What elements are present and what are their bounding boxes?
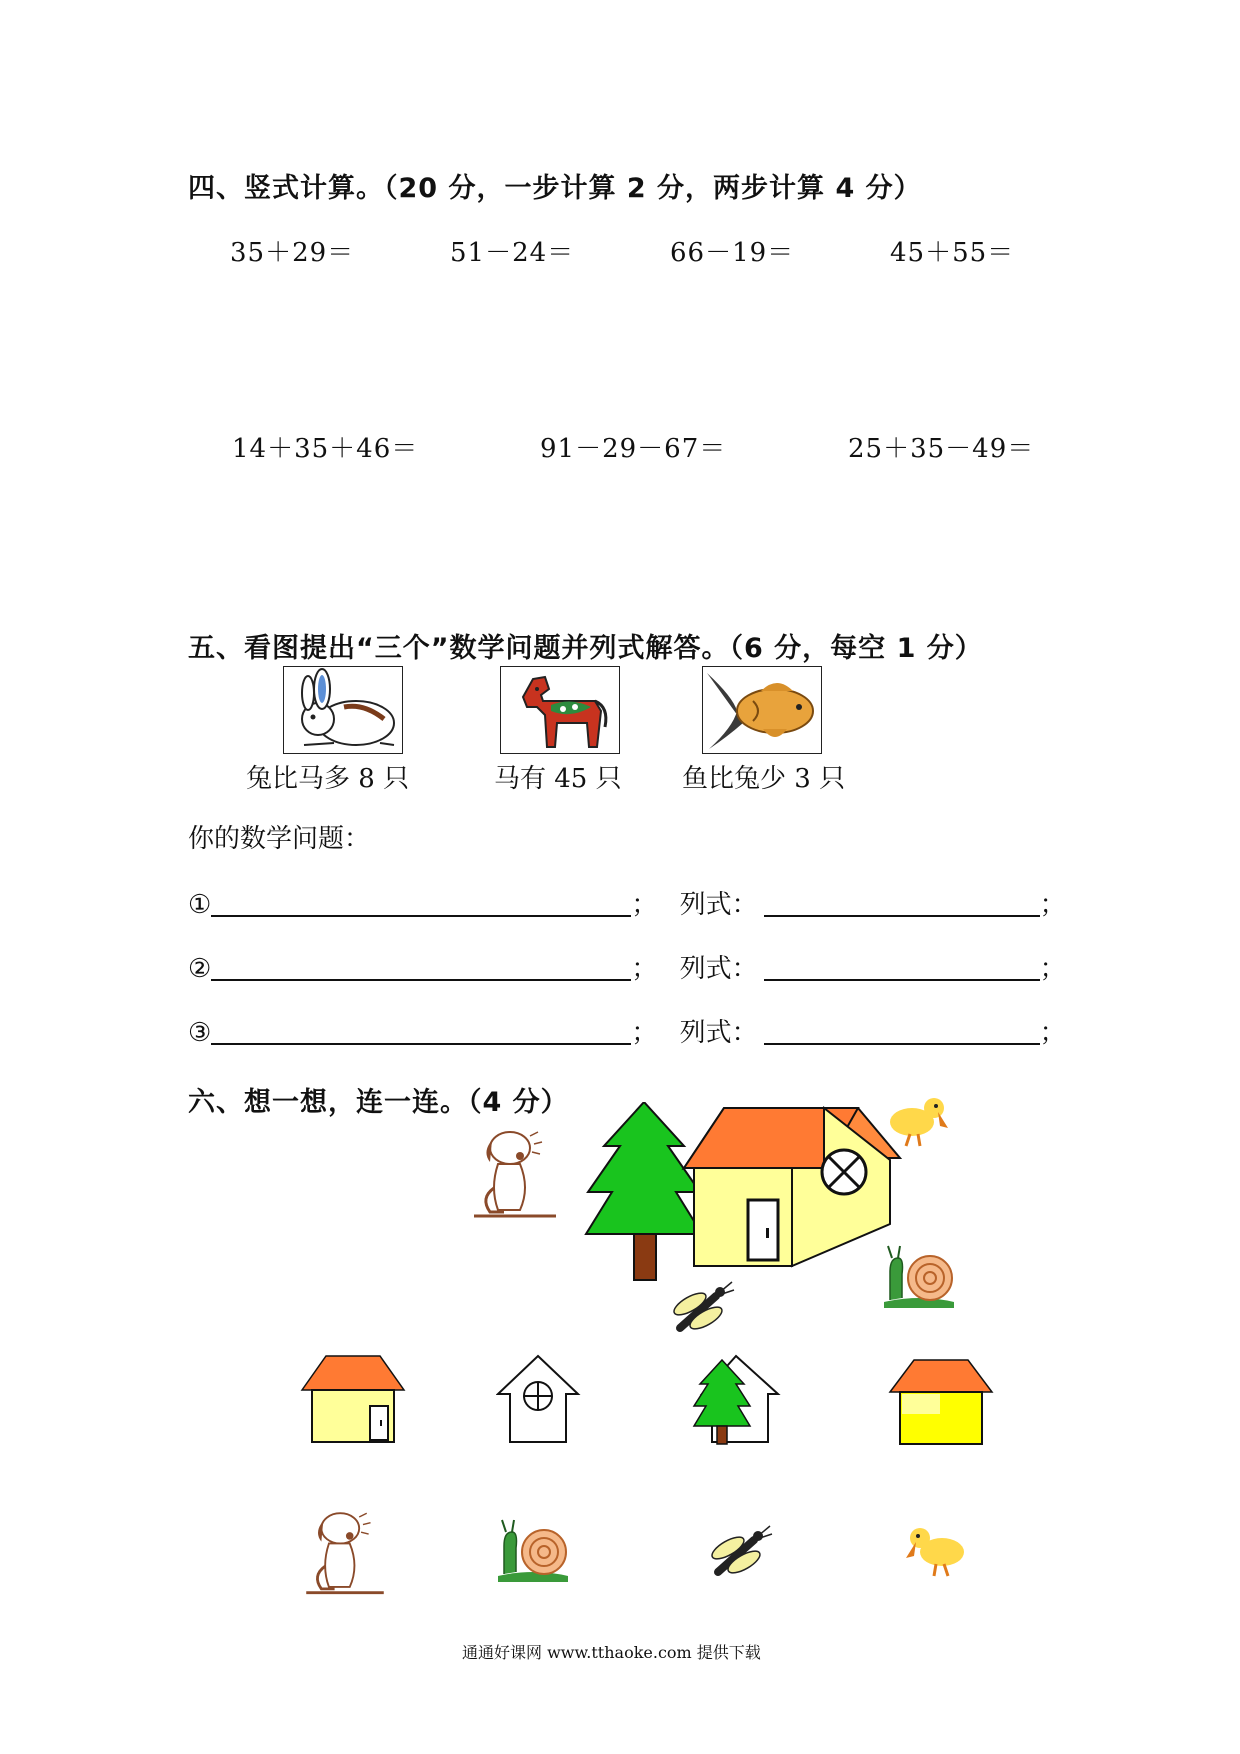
animal-fly[interactable] bbox=[704, 1522, 774, 1584]
animal-snail[interactable] bbox=[494, 1518, 574, 1584]
fly-icon bbox=[666, 1278, 736, 1340]
horse-caption: 马有 45 只 bbox=[494, 764, 622, 794]
goldfish-picture bbox=[702, 666, 822, 754]
question-2-row: ② ； 列式： ； bbox=[188, 954, 1066, 984]
problem-6: 91－29－67＝ bbox=[540, 434, 727, 464]
problem-5: 14＋35＋46＝ bbox=[232, 434, 419, 464]
problem-1: 35＋29＝ bbox=[230, 238, 355, 268]
formula-1-label: 列式： bbox=[679, 890, 758, 920]
house-view-2[interactable] bbox=[496, 1354, 582, 1446]
section-6-title: 六、想一想，连一连。（4 分） bbox=[188, 1087, 569, 1118]
problem-3: 66－19＝ bbox=[670, 238, 795, 268]
question-3-number: ③ bbox=[188, 1018, 212, 1048]
formula-3-blank[interactable] bbox=[764, 1019, 1040, 1045]
question-2-blank[interactable] bbox=[211, 955, 631, 981]
house-view-3[interactable] bbox=[692, 1354, 782, 1446]
question-2-number: ② bbox=[188, 954, 212, 984]
duckling-icon bbox=[900, 1522, 970, 1578]
question-1-row: ① ； 列式： ； bbox=[188, 890, 1066, 920]
animal-dog[interactable] bbox=[290, 1500, 400, 1604]
scene-house bbox=[674, 1104, 904, 1274]
scene-snail bbox=[880, 1244, 960, 1310]
formula-1-blank[interactable] bbox=[764, 891, 1040, 917]
house-window-side-icon bbox=[496, 1354, 582, 1446]
question-1-number: ① bbox=[188, 890, 212, 920]
problem-2: 51－24＝ bbox=[450, 238, 575, 268]
dog-icon bbox=[460, 1118, 570, 1228]
duckling-icon bbox=[884, 1092, 954, 1148]
rabbit-caption: 兔比马多 8 只 bbox=[246, 764, 410, 794]
house-icon bbox=[674, 1104, 904, 1274]
house-view-1[interactable] bbox=[300, 1354, 406, 1446]
horse-icon bbox=[501, 667, 619, 753]
section-5-title: 五、看图提出“三个”数学问题并列式解答。（6 分，每空 1 分） bbox=[188, 633, 983, 664]
section-4-title: 四、竖式计算。（20 分，一步计算 2 分，两步计算 4 分） bbox=[188, 173, 922, 204]
problem-4: 45＋55＝ bbox=[890, 238, 1015, 268]
question-3-row: ③ ； 列式： ； bbox=[188, 1018, 1066, 1048]
snail-icon bbox=[880, 1244, 960, 1310]
house-yellow-front-icon bbox=[888, 1358, 994, 1448]
fly-icon bbox=[704, 1522, 774, 1584]
house-view-4[interactable] bbox=[888, 1358, 994, 1448]
house-tree-view-icon bbox=[692, 1354, 782, 1446]
horse-picture bbox=[500, 666, 620, 754]
formula-2-blank[interactable] bbox=[764, 955, 1040, 981]
dog-icon bbox=[290, 1500, 400, 1604]
snail-icon bbox=[494, 1518, 574, 1584]
formula-2-label: 列式： bbox=[679, 954, 758, 984]
question-3-blank[interactable] bbox=[211, 1019, 631, 1045]
rabbit-icon bbox=[284, 667, 402, 753]
question-1-blank[interactable] bbox=[211, 891, 631, 917]
formula-3-label: 列式： bbox=[679, 1018, 758, 1048]
scene-dog bbox=[460, 1118, 570, 1228]
rabbit-picture bbox=[283, 666, 403, 754]
scene-fly bbox=[666, 1278, 736, 1340]
animal-duckling[interactable] bbox=[900, 1522, 970, 1578]
problem-7: 25＋35－49＝ bbox=[848, 434, 1035, 464]
scene-duckling bbox=[884, 1092, 954, 1148]
goldfish-caption: 鱼比兔少 3 只 bbox=[682, 764, 846, 794]
footer-text: 通通好课网 www.tthaoke.com 提供下载 bbox=[462, 1643, 761, 1662]
questions-prompt: 你的数学问题： bbox=[188, 824, 371, 854]
goldfish-icon bbox=[703, 667, 821, 753]
house-front-view-icon bbox=[300, 1354, 406, 1446]
